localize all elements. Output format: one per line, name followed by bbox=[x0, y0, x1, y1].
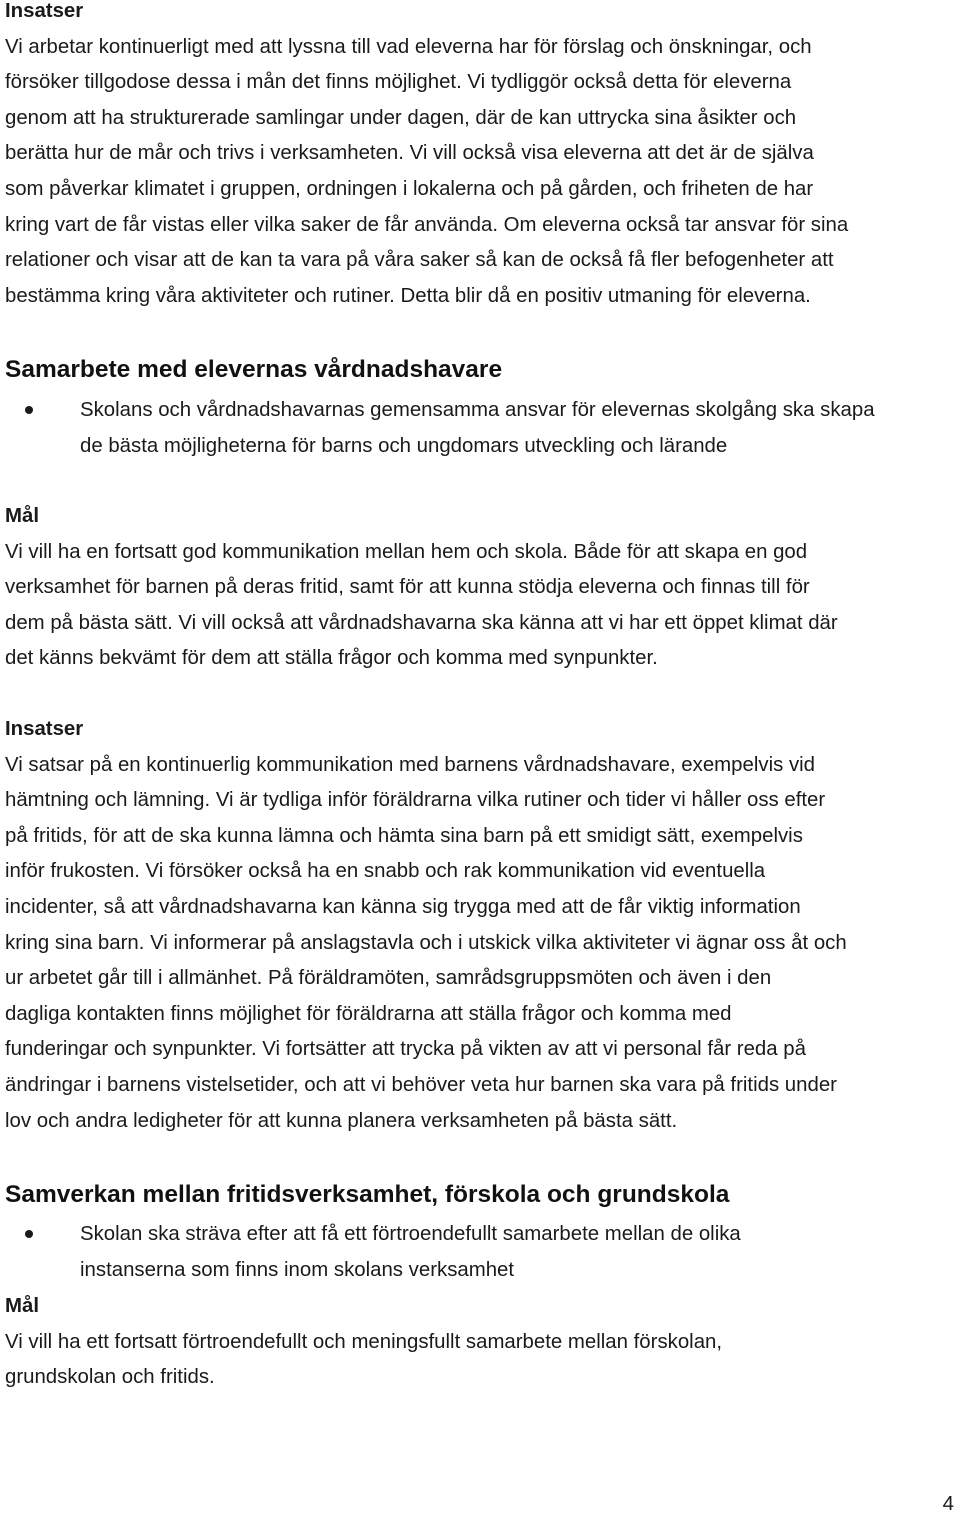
text-line: försöker tillgodose dessa i mån det finns möjlighet. Vi tydliggör också detta för eleverna bbox=[5, 71, 792, 94]
text-line: bestämma kring våra aktiviteter och rutiner. Detta blir då en positiv utmaning för eleverna. bbox=[5, 284, 811, 307]
subheading-mal: Mål bbox=[5, 505, 39, 527]
text-line: Skolan ska sträva efter att få ett förtroendefullt samarbete mellan de olika bbox=[80, 1223, 741, 1245]
paragraph-mal-2 bbox=[5, 1325, 722, 1396]
bullet-item bbox=[5, 1217, 741, 1288]
text-line: inför frukosten. Vi försöker också ha en snabb och rak kommunikation vid eventuella bbox=[5, 860, 766, 883]
section-mal-1 bbox=[5, 499, 838, 677]
page-number: 4 bbox=[942, 1493, 954, 1515]
text-line: instanserna som finns inom skolans verksamhet bbox=[80, 1258, 515, 1281]
text-line: Vi satsar på en kontinuerlig kommunikation med barnens vårdnadshavare, exempelvis vid bbox=[5, 753, 816, 776]
bullet-icon bbox=[25, 1230, 33, 1238]
text-line: som påverkar klimatet i gruppen, ordningen i lokalerna och på gården, och friheten de har bbox=[5, 177, 814, 200]
text-line: grundskolan och fritids. bbox=[5, 1366, 215, 1389]
text-line: relationer och visar att de kan ta vara på våra saker så kan de också få fler befogenheter att bbox=[5, 249, 834, 272]
text-line: berätta hur de mår och trivs i verksamheten. Vi vill också visa eleverna att det är de själva bbox=[5, 142, 814, 165]
subheading-mal: Mål bbox=[5, 1295, 39, 1317]
text-line: de bästa möjligheterna för barns och ungdomars utveckling och lärande bbox=[80, 434, 728, 457]
section-insatser-1 bbox=[5, 0, 848, 314]
text-line: Vi vill ha en fortsatt god kommunikation mellan hem och skola. Både för att skapa en god bbox=[5, 540, 808, 563]
text-line: hämtning och lämning. Vi är tydliga inför föräldrarna vilka rutiner och tider vi håller oss efter bbox=[5, 789, 826, 812]
text-line: genom att ha strukturerade samlingar under dagen, där de kan uttrycka sina åsikter och bbox=[5, 106, 797, 129]
section-title-samverkan: Samverkan mellan fritidsverksamhet, förskola och grundskola bbox=[5, 1181, 730, 1208]
text-line: på fritids, för att de ska kunna lämna och hämta sina barn på ett smidigt sätt, exempelvis bbox=[5, 824, 803, 847]
text-line: Vi arbetar kontinuerligt med att lyssna till vad eleverna har för förslag och önskningar, och bbox=[5, 35, 812, 58]
text-line: funderingar och synpunkter. Vi fortsätter att trycka på vikten av att vi personal får reda på bbox=[5, 1038, 806, 1061]
text-line: dem på bästa sätt. Vi vill också att vårdnadshavarna ska känna att vi har ett öppet klimat där bbox=[5, 611, 838, 634]
text-line: ur arbetet går till i allmänhet. På föräldramöten, samrådsgruppsmöten och även i den bbox=[5, 967, 772, 990]
text-line: kring vart de får vistas eller vilka saker de får använda. Om eleverna också tar ansvar för sina bbox=[5, 213, 849, 236]
text-line: det känns bekvämt för dem att ställa frågor och komma med synpunkter. bbox=[5, 647, 658, 670]
paragraph-insatser-1 bbox=[5, 30, 848, 315]
subheading-insatser: Insatser bbox=[5, 0, 84, 22]
paragraph-insatser-2 bbox=[5, 748, 847, 1140]
text-line: verksamhet för barnen på deras fritid, samt för att kunna stödja eleverna och finnas till för bbox=[5, 576, 810, 599]
section-insatser-2 bbox=[5, 712, 847, 1139]
text-line: incidenter, så att vårdnadshavarna kan känna sig trygga med att de får viktig information bbox=[5, 895, 801, 918]
bullet-item bbox=[5, 393, 875, 464]
section-title-samarbete: Samarbete med elevernas vårdnadshavare bbox=[5, 356, 503, 383]
paragraph-mal-1 bbox=[5, 535, 838, 677]
section-mal-2 bbox=[5, 1289, 722, 1396]
text-line: ändringar i barnens vistelsetider, och att vi behöver veta hur barnen ska vara på fritids under bbox=[5, 1073, 837, 1096]
subheading-insatser: Insatser bbox=[5, 718, 84, 740]
text-line: Skolans och vårdnadshavarnas gemensamma ansvar för elevernas skolgång ska skapa bbox=[80, 399, 875, 421]
bullet-icon bbox=[25, 406, 33, 414]
text-line: lov och andra ledigheter för att kunna planera verksamheten på bästa sätt. bbox=[5, 1109, 678, 1132]
text-line: Vi vill ha ett fortsatt förtroendefullt och meningsfullt samarbete mellan förskolan, bbox=[5, 1330, 723, 1353]
text-line: dagliga kontakten finns möjlighet för föräldrarna att ställa frågor och komma med bbox=[5, 1002, 732, 1025]
text-line: kring sina barn. Vi informerar på anslagstavla och i utskick vilka aktiviteter vi ägnar oss åt och bbox=[5, 931, 847, 954]
